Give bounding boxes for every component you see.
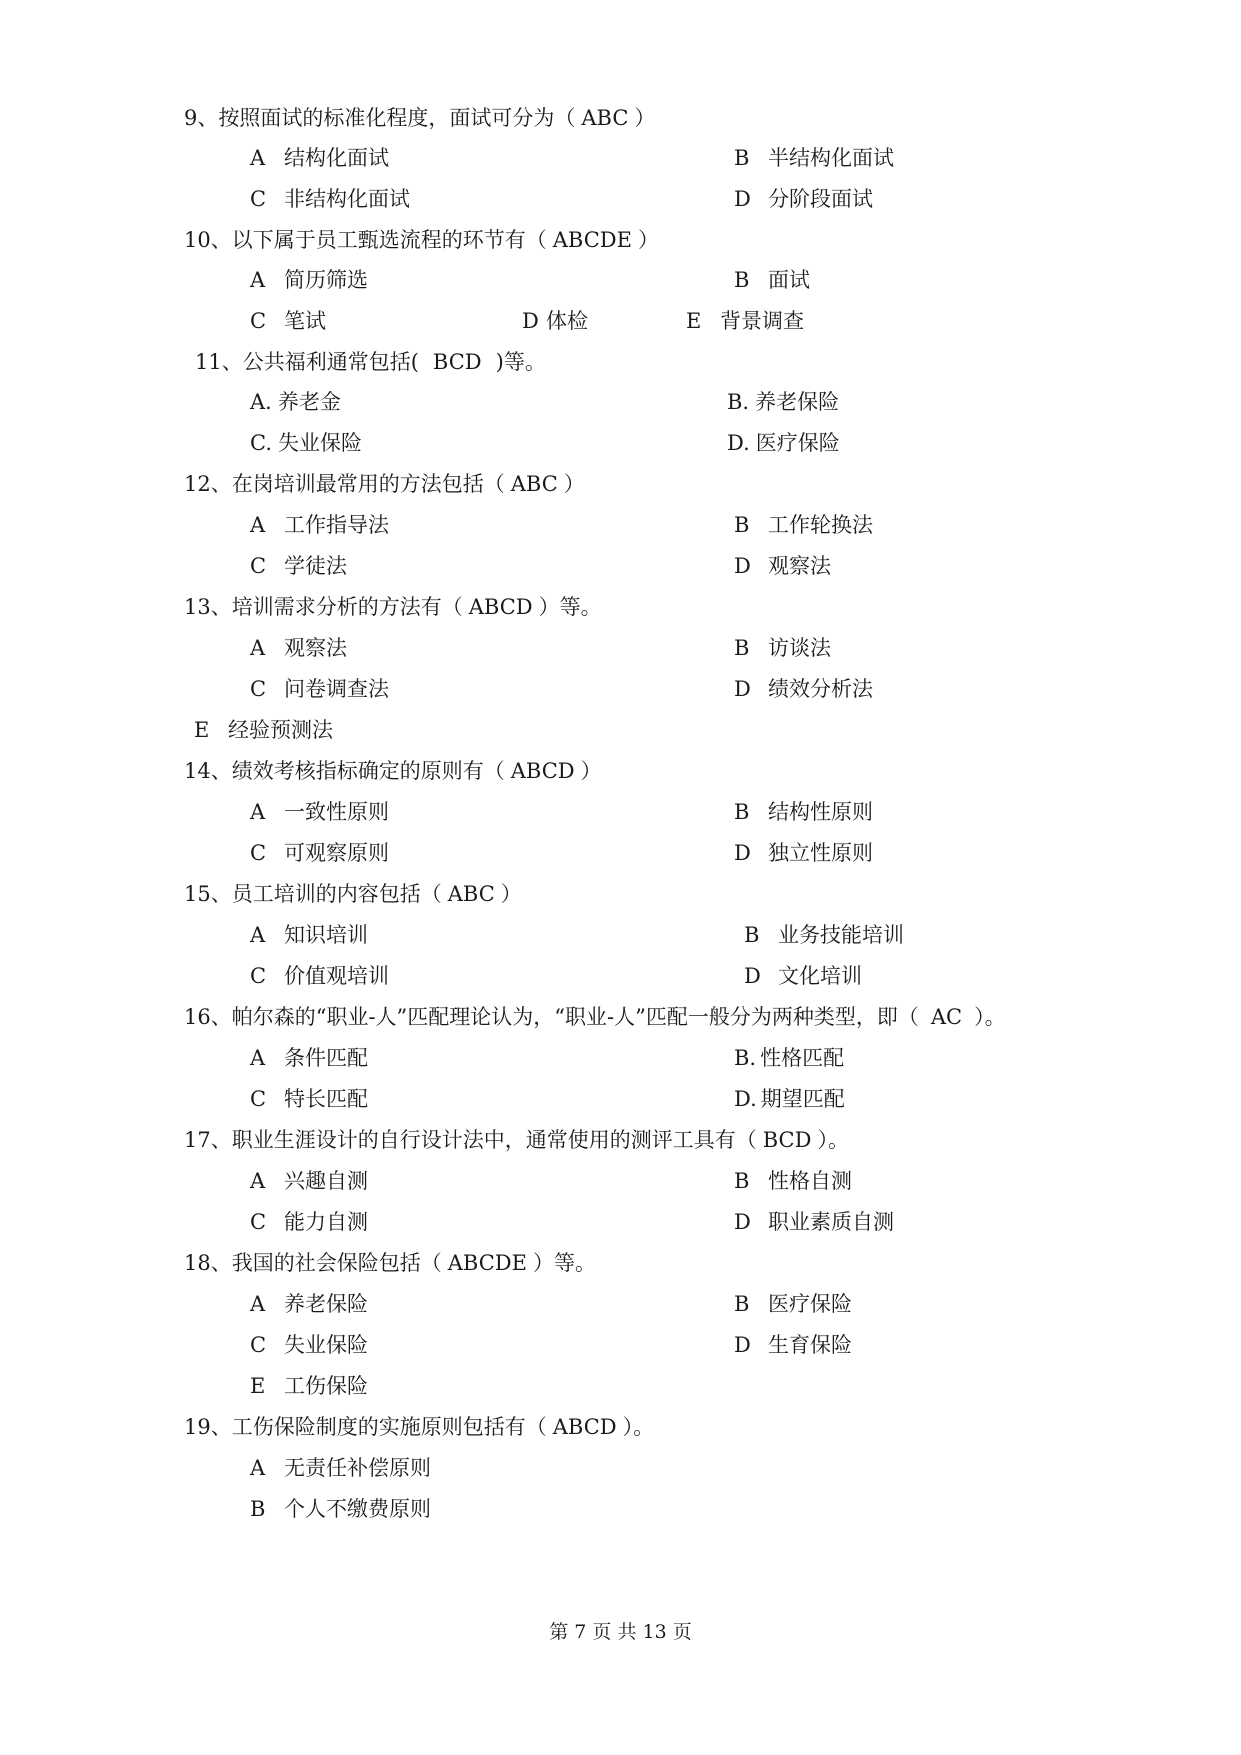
- question-9: 9、按照面试的标准化程度，面试可分为（ ABC ）: [184, 106, 656, 130]
- option: B. 性格匹配: [734, 1046, 845, 1070]
- option: B 医疗保险: [734, 1292, 852, 1316]
- option: D 独立性原则: [734, 841, 873, 865]
- answer: ABC: [581, 106, 629, 130]
- question-13: 13、培训需求分析的方法有（ ABCD ）等。: [184, 595, 602, 619]
- option: C 价值观培训: [250, 964, 389, 988]
- option: D 观察法: [734, 554, 831, 578]
- answer: ABC: [447, 882, 495, 906]
- question-11: 11、公共福利通常包括( BCD )等。: [195, 350, 546, 374]
- option: E 工伤保险: [250, 1374, 368, 1398]
- option: B 半结构化面试: [734, 146, 894, 170]
- answer: ABC: [510, 472, 558, 496]
- question-14: 14、绩效考核指标确定的原则有（ ABCD ）: [184, 759, 602, 783]
- option: B 面试: [734, 268, 810, 292]
- option: C. 失业保险: [250, 431, 362, 455]
- option: E 背景调查: [686, 309, 804, 333]
- option: A 兴趣自测: [250, 1169, 368, 1193]
- option: B 性格自测: [734, 1169, 852, 1193]
- option: A 无责任补偿原则: [250, 1456, 431, 1480]
- option: D 体检: [522, 309, 588, 333]
- option: A 养老保险: [250, 1292, 368, 1316]
- question-19: 19、工伤保险制度的实施原则包括有（ ABCD ）。: [184, 1415, 655, 1439]
- question-10: 10、以下属于员工甄选流程的环节有（ ABCDE ）: [184, 228, 659, 252]
- option: D. 医疗保险: [727, 431, 840, 455]
- option: D 分阶段面试: [734, 187, 873, 211]
- option: C 特长匹配: [250, 1087, 368, 1111]
- option: C 笔试: [250, 309, 326, 333]
- option: B. 养老保险: [727, 390, 840, 414]
- option: D. 期望匹配: [734, 1087, 845, 1111]
- question-18: 18、我国的社会保险包括（ ABCDE ）等。: [184, 1251, 596, 1275]
- option: B 业务技能培训: [744, 923, 904, 947]
- answer: BCD: [762, 1128, 812, 1152]
- option: D 职业素质自测: [734, 1210, 894, 1234]
- question-16: 16、帕尔森的“职业-人”匹配理论认为，“职业-人”匹配一般分为两种类型，即（ AC ）。: [184, 1005, 1006, 1029]
- page-footer: 第 7 页 共 13 页: [549, 1621, 692, 1643]
- option: B 个人不缴费原则: [250, 1497, 431, 1521]
- option: C 非结构化面试: [250, 187, 410, 211]
- answer: BCD: [432, 350, 482, 374]
- answer: ABCD: [468, 595, 533, 619]
- option: C 问卷调查法: [250, 677, 389, 701]
- option: A 工作指导法: [250, 513, 389, 537]
- option: A 简历筛选: [250, 268, 368, 292]
- option: B 结构性原则: [734, 800, 873, 824]
- option: D 文化培训: [744, 964, 862, 988]
- option: A 结构化面试: [250, 146, 389, 170]
- answer: AC: [930, 1005, 963, 1029]
- option: A 条件匹配: [250, 1046, 368, 1070]
- answer: ABCDE: [447, 1251, 527, 1275]
- answer: ABCDE: [552, 228, 632, 252]
- option: D 生育保险: [734, 1333, 852, 1357]
- question-17: 17、职业生涯设计的自行设计法中，通常使用的测评工具有（ BCD ）。: [184, 1128, 849, 1152]
- answer: ABCD: [552, 1415, 617, 1439]
- option: B 访谈法: [734, 636, 831, 660]
- question-12: 12、在岗培训最常用的方法包括（ ABC ）: [184, 472, 585, 496]
- option: B 工作轮换法: [734, 513, 873, 537]
- option: A 一致性原则: [250, 800, 389, 824]
- option: A 知识培训: [250, 923, 368, 947]
- option: C 能力自测: [250, 1210, 368, 1234]
- option: A. 养老金: [250, 390, 341, 414]
- question-15: 15、员工培训的内容包括（ ABC ）: [184, 882, 522, 906]
- option: D 绩效分析法: [734, 677, 873, 701]
- option: E 经验预测法: [194, 718, 333, 742]
- answer: ABCD: [510, 759, 575, 783]
- option: C 失业保险: [250, 1333, 368, 1357]
- option: C 可观察原则: [250, 841, 389, 865]
- option: A 观察法: [250, 636, 347, 660]
- option: C 学徒法: [250, 554, 347, 578]
